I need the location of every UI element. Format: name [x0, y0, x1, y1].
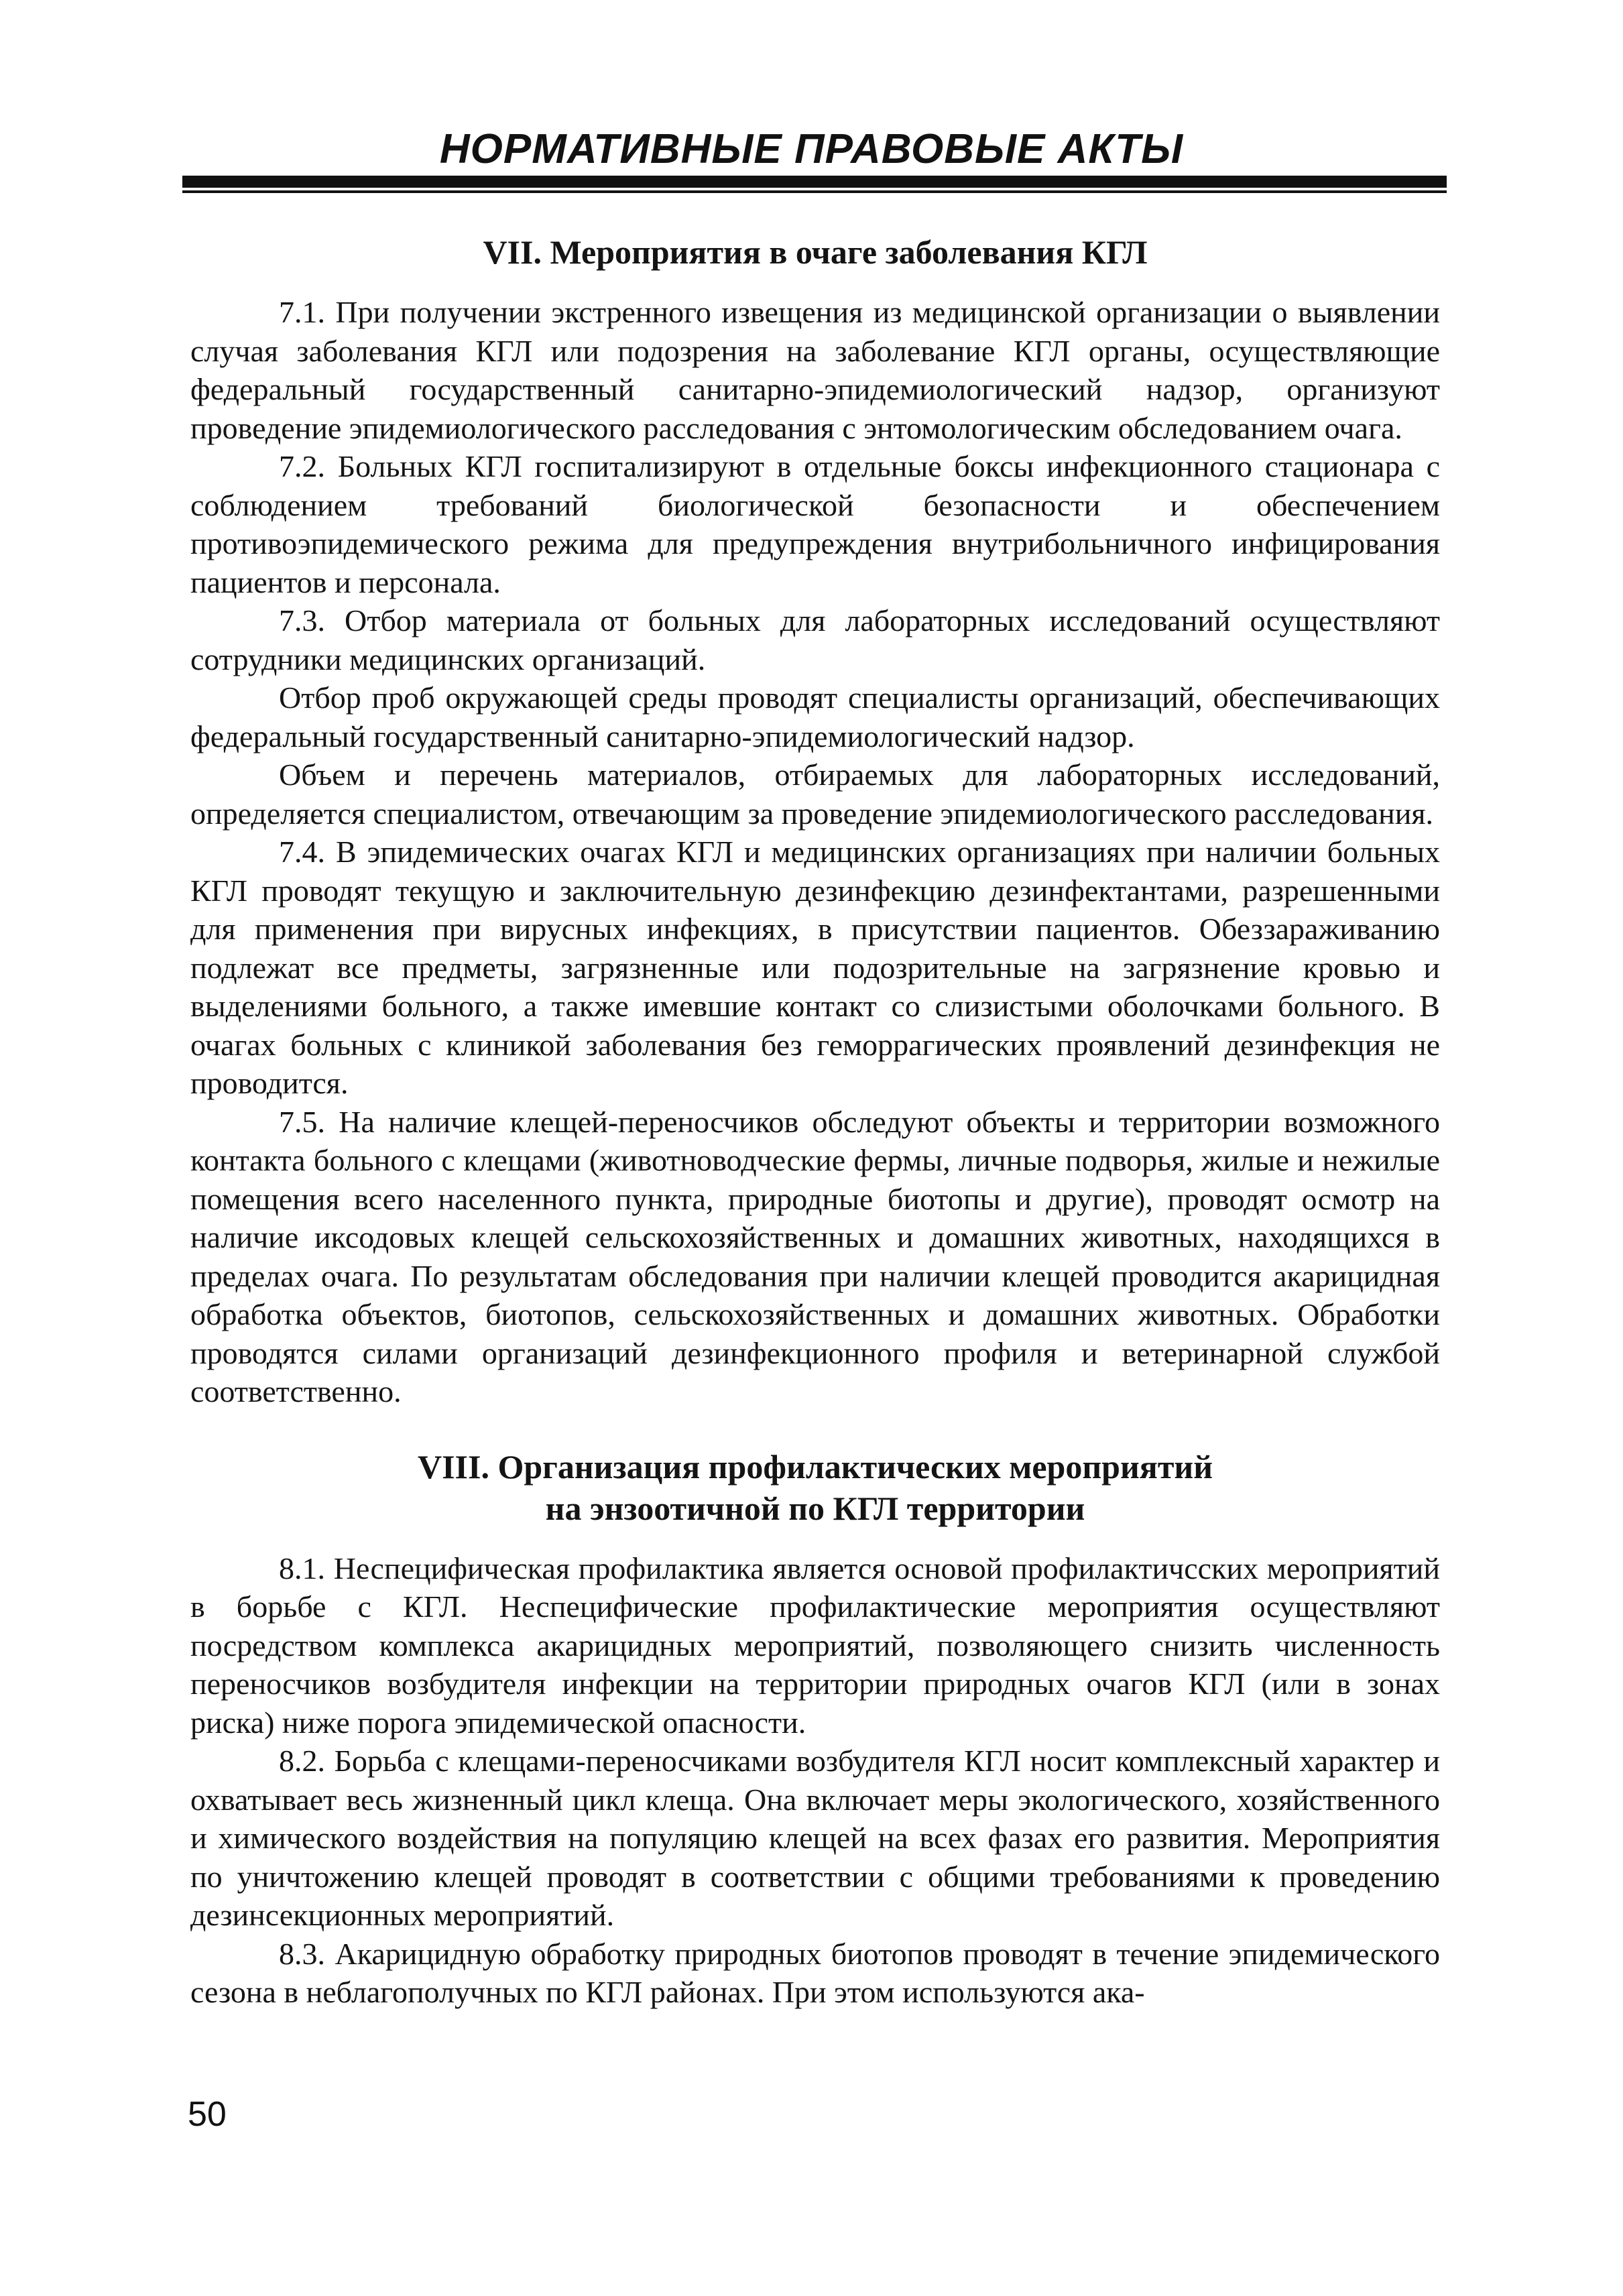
paragraph-8-1: 8.1. Неспецифическая профилактика является основой профилактичсских мероприятий в борьбе с КГЛ. Неспецифические профилактические мероприятия осуществляют посредством комплекса акарицидных мероприятий, позволяющего снизить численность переносчиков возбудителя инфекции на территории природных очагов КГЛ (или в зонах риска) ниже порога эпидемической опасности. [190, 1551, 1440, 1740]
paragraph-7-3: 7.3. Отбор материала от больных для лабораторных исследований осуществляют сотрудники медицинских организаций. [190, 603, 1440, 676]
paragraph-7-2: 7.2. Больных КГЛ госпитализируют в отдельные боксы инфекционного стационара с соблюдением требований биологической безопасности и обеспечением противоэпидемического режима для предупреждения внутрибольничного инфицирования пациентов и персонала. [190, 449, 1440, 599]
page-number: 50 [188, 2095, 227, 2134]
paragraph-8-2: 8.2. Борьба с клещами-переносчиками возбудителя КГЛ носит комплексный характер и охватывает весь жизненный цикл клеща. Она включает меры экологического, хозяйственного и химического воздействия на популяцию клещей на всех фазах его развития. Мероприятия по уничтожению клещей проводят в соответствии с общими требованиями к проведению дезинсекционных мероприятий. [190, 1744, 1440, 1932]
paragraph-7-3-scope: Объем и перечень материалов, отбираемых для лабораторных исследований, определяется специалистом, отвечающим за проведение эпидемиологического расследования. [190, 758, 1440, 831]
paragraph-7-4: 7.4. В эпидемических очагах КГЛ и медицинских организациях при наличии больных КГЛ проводят текущую и заключительную дезинфекцию дезинфектантами, разрешенными для применения при вирусных инфекциях, в присутствии пациентов. Обеззараживанию подлежат все предметы, загрязненные или подозрительные на загрязнение кровью и выделениями больного, а также имевшие контакт со слизистыми оболочками больного. В очагах больных с клиникой заболевания без геморрагических проявлений дезинфекция не проводится. [190, 835, 1440, 1100]
running-header-title: НОРМАТИВНЫЕ ПРАВОВЫЕ АКТЫ [439, 126, 1184, 172]
paragraph-7-5: 7.5. На наличие клещей-переносчиков обследуют объекты и территории возможного контакта больного с клещами (животноводческие фермы, личные подворья, жилые и нежилые помещения всего населенного пункта, природные биотопы и другие), проводят осмотр на наличие иксодовых клещей сельскохозяйственных и домашних животных, находящихся в пределах очага. По результатам обследования при наличии клещей проводится акарицидная обработка объектов, биотопов, сельскохозяйственных и домашних животных. Обработки проводятся силами организаций дезинфекционного профиля и ветеринарной службой соответственно. [190, 1104, 1440, 1408]
paragraph-7-3-sampling: Отбор проб окружающей среды проводят специалисты организаций, обеспечивающих федеральный государственный санитарно-эпидемиологический надзор. [190, 680, 1440, 753]
section-7-title: VII. Мероприятия в очаге заболевания КГЛ [483, 233, 1148, 271]
paragraph-7-1: 7.1. При получении экстренного извещения из медицинской организации о выявлении случая заболевания КГЛ или подозрения на заболевание КГЛ органы, осуществляющие федеральный государственный санитарно-эпидемиологический надзор, организуют проведение эпидемиологического расследования с энтомологическим обследованием очага. [190, 295, 1440, 445]
header-rule-thick [182, 176, 1447, 188]
section-8-title-line-1: VIII. Организация профилактических мероприятий [417, 1447, 1213, 1486]
section-8-title [190, 1446, 1440, 1529]
main-text [190, 231, 1440, 2012]
header-rule-thin [182, 190, 1447, 193]
section-8-title-line-2: на энзоотичной по КГЛ территории [545, 1489, 1085, 1527]
paragraph-8-3: 8.3. Акарицидную обработку природных биотопов проводят в течение эпидемического сезона в неблагополучных по КГЛ районах. При этом используются ака- [190, 1936, 1440, 2009]
